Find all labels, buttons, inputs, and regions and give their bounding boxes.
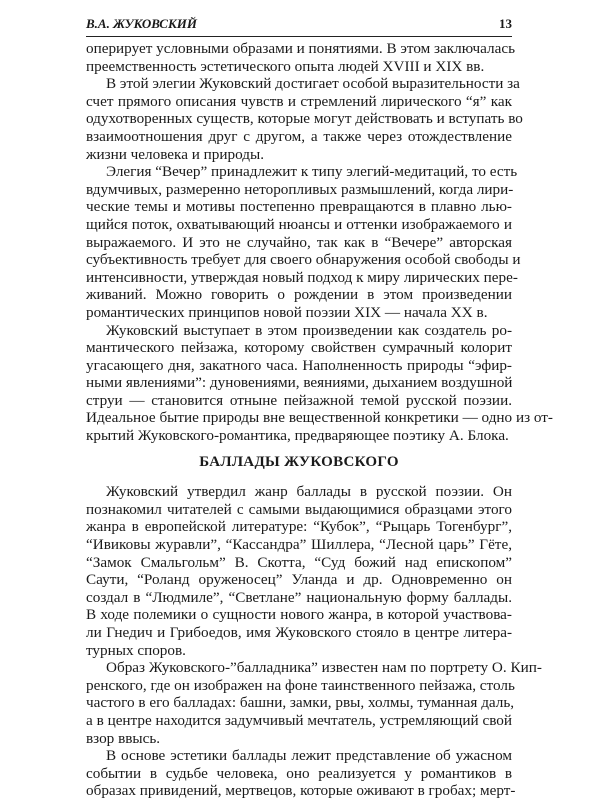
text-line: вдумчивых, размеренно неторопливых размышлений, когда лири- [86, 180, 514, 198]
text-line: В ходе полемики о сущности нового жанра, в которой участвова- [86, 606, 512, 624]
text-line: ренского, где он изображен на фоне таинственного пейзажа, столь [86, 676, 515, 694]
body-text [86, 40, 553, 800]
page-number: 13 [499, 16, 512, 31]
paragraph [86, 321, 553, 445]
text-line: ческие темы и мотивы постепенно превращаются в плавно лью- [86, 198, 512, 216]
paragraphs-before-heading [86, 40, 553, 445]
paragraph [86, 40, 516, 75]
text-line: интенсивности, утверждая новый подход к миру лирических пере- [86, 268, 518, 286]
text-line: Элегия “Вечер” принадлежит к типу элегий-медитаций, то есть [106, 163, 518, 181]
text-line: образах привидений, мертвецов, которые оживают в гробах; мерт- [86, 782, 516, 800]
text-line: жанра в европейской литературе: “Кубок”, “Рыцарь Тогенбург”, [86, 518, 512, 536]
text-line: оперирует условными образами и понятиями. В этом заключалась [86, 40, 516, 57]
text-line: ными явлениями”: дуновениями, веяниями, дыханием воздушной [86, 374, 513, 392]
text-line: выражаемого. И это не случайно, так как в “Вечере” авторская [86, 233, 512, 251]
text-line: Образ Жуковского-”балладника” известен нам по портрету О. Кип- [106, 659, 542, 677]
text-line: преемственность эстетического опыта людей XVIII и XIX вв. [86, 57, 485, 75]
paragraph [86, 163, 521, 321]
text-line: частого в его балладах: башни, замки, рвы, холмы, туманная даль, [86, 694, 515, 712]
text-line: крытий Жуковского-романтика, предваряющее поэтику А. Блока. [86, 427, 509, 445]
text-line: событии в судьбе человека, оно реализуется у романтиков в [86, 764, 512, 782]
text-line: В этой элегии Жуковский достигает особой выразительности за [106, 75, 520, 93]
text-line: живаний. Можно говорить о рождении в этом произведении [86, 286, 512, 304]
text-line: жизни человека и природы. [86, 145, 264, 163]
text-line: турных споров. [86, 641, 186, 659]
text-line: ли Гнедич и Грибоедов, имя Жуковского стояло в центре литера- [86, 624, 512, 641]
text-line: взаимоотношения друг с другом, а также через отождествление [86, 127, 512, 145]
text-line: струи — становится отныне пейзажной темой русской поэзии. [86, 391, 512, 409]
running-title: В.А. ЖУКОВСКИЙ [86, 16, 197, 31]
text-line: а в центре находится задумчивый мечтатель, устремляющий свой [86, 711, 512, 729]
header-rule [86, 36, 512, 37]
text-line: Жуковский утвердил жанр баллады в русской поэзии. Он [106, 483, 512, 501]
text-line: счет прямого описания чувств и стремлений лирического “я” как [86, 92, 512, 110]
paragraph [86, 75, 523, 163]
text-line: “Ивиковы журавли”, “Кассандра” Шиллера, “Лесной царь” Гёте, [86, 536, 512, 554]
text-line: познакомил читателей с самыми выдающимися образцами этого [86, 500, 512, 518]
text-line: “Замок Смальгольм” В. Скотта, “Суд божий над епископом” [86, 553, 512, 571]
text-line: взор ввысь. [86, 729, 161, 747]
text-line: Саути, “Роланд оруженосец” Уланда и др. Одновременно он [86, 571, 512, 589]
text-line: мантического пейзажа, которому свойствен сумрачный колорит [86, 339, 512, 357]
paragraph [86, 483, 512, 659]
text-line: Идеальное бытие природы вне вещественной конкретики — одно из от- [86, 409, 553, 427]
running-head [86, 8, 512, 32]
text-line: одухотворенных существ, которые могут действовать и вступать во [86, 110, 523, 128]
paragraph [86, 659, 542, 747]
text-line: субъективность требует для своего обнаружения особой свободы и [86, 251, 521, 269]
text-line: романтических принципов новой поэзии XIX — начала XX в. [86, 303, 488, 321]
text-line: В основе эстетики баллады лежит представление об ужасном [106, 747, 512, 765]
text-line: создал в “Людмиле”, “Светлане” национальную форму баллады. [86, 588, 512, 606]
paragraphs-after-heading [86, 483, 542, 800]
text-line: угасающего дня, закатного часа. Наполненность природы “эфир- [86, 356, 512, 374]
text-line: щийся поток, охватывающий нюансы и оттенки изображаемого и [86, 215, 512, 233]
text-line: Жуковский выступает в этом произведении как создатель ро- [106, 321, 512, 339]
section-heading: БАЛЛАДЫ ЖУКОВСКОГО [199, 453, 399, 470]
paragraph [86, 747, 516, 800]
